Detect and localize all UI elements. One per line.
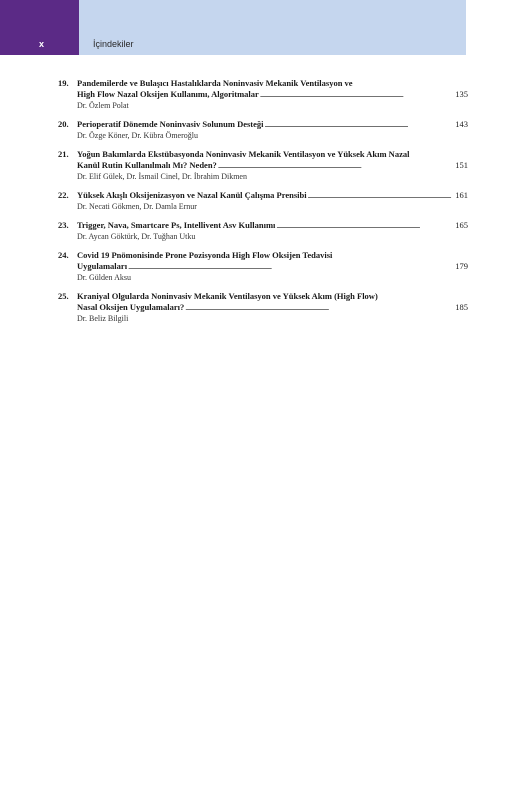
entry-number: 22. — [58, 190, 69, 200]
page-header — [0, 0, 505, 55]
dot-leader — [260, 89, 454, 100]
entry-number: 24. — [58, 250, 69, 260]
entry-title-line: Kraniyal Olgularda Noninvasiv Mekanik Ventilasyon ve Yüksek Akım (High Flow) — [77, 291, 378, 301]
entry-title-line: High Flow Nazal Oksijen Kullanımı, Algoritmalar — [77, 89, 259, 99]
entry-authors: Dr. Gülden Aksu — [77, 273, 131, 282]
dot-leader — [128, 261, 454, 272]
entry-title-line: Kanül Rutin Kullanılmalı Mı? Neden? — [77, 160, 217, 170]
dot-leader — [265, 119, 455, 130]
section-title: İçindekiler — [93, 39, 134, 49]
entry-title-line: Nasal Oksijen Uygulamaları? — [77, 302, 185, 312]
entry-page-number: 135 — [455, 89, 468, 99]
entry-title-line: Pandemilerde ve Bulaşıcı Hastalıklarda Noninvasiv Mekanik Ventilasyon ve — [77, 78, 353, 88]
entry-page-number: 161 — [455, 190, 468, 200]
entry-title-line: Trigger, Nava, Smartcare Ps, Intellivent Asv Kullanımı — [77, 220, 276, 230]
entry-page-number: 151 — [455, 160, 468, 170]
entry-page-number: 179 — [455, 261, 468, 271]
entry-title-line: Perioperatif Dönemde Noninvasiv Solunum Desteği — [77, 119, 264, 129]
dot-leader — [308, 190, 455, 201]
entry-authors: Dr. Özge Köner, Dr. Kübra Ömeroğlu — [77, 131, 198, 140]
entry-title-line: Uygulamaları — [77, 261, 128, 271]
entry-number: 19. — [58, 78, 69, 88]
entry-page-number: 143 — [455, 119, 468, 129]
entry-authors: Dr. Necati Gökmen, Dr. Damla Ernur — [77, 202, 197, 211]
entry-number: 23. — [58, 220, 69, 230]
table-of-contents — [58, 78, 468, 332]
entry-authors: Dr. Elif Gülek, Dr. İsmail Cinel, Dr. İbrahim Dikmen — [77, 172, 247, 181]
entry-number: 25. — [58, 291, 69, 301]
toc-entry-24[interactable] — [58, 250, 468, 283]
entry-title-line: Covid 19 Pnömonisinde Prone Pozisyonda High Flow Oksijen Tedavisi — [77, 250, 333, 260]
dot-leader — [185, 302, 454, 313]
dot-leader — [218, 160, 454, 171]
entry-number: 21. — [58, 149, 69, 159]
page-number: x — [39, 39, 45, 49]
entry-page-number: 165 — [455, 220, 468, 230]
entry-authors: Dr. Özlem Polat — [77, 101, 129, 110]
toc-entry-22[interactable] — [58, 190, 468, 212]
entry-authors: Dr. Beliz Bilgili — [77, 314, 129, 323]
toc-entry-25[interactable] — [58, 291, 468, 324]
entry-page-number: 185 — [455, 302, 468, 312]
entry-number: 20. — [58, 119, 69, 129]
toc-entry-23[interactable] — [58, 220, 468, 242]
header-band — [79, 0, 466, 55]
entry-authors: Dr. Aycan Göktürk, Dr. Tuğhan Utku — [77, 232, 196, 241]
toc-entry-20[interactable] — [58, 119, 468, 141]
toc-entry-21[interactable] — [58, 149, 468, 182]
entry-title-line: Yoğun Bakımlarda Ekstübasyonda Noninvasiv Mekanik Ventilasyon ve Yüksek Akım Nazal — [77, 149, 410, 159]
entry-title-line: Yüksek Akışlı Oksijenizasyon ve Nazal Kanül Çalışma Prensibi — [77, 190, 307, 200]
toc-entry-19[interactable] — [58, 78, 468, 111]
dot-leader — [276, 220, 454, 231]
